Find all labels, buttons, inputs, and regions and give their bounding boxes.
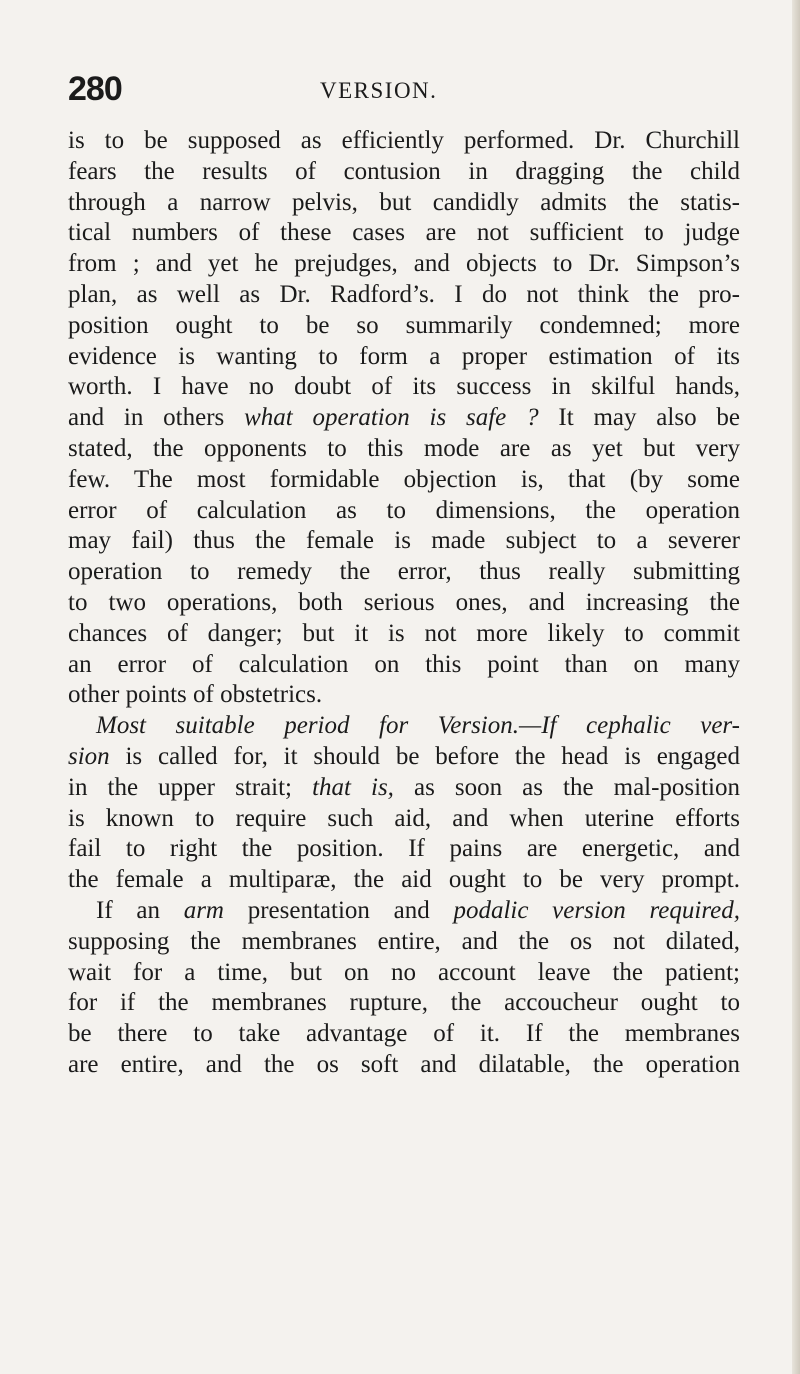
text-segment: presentation and bbox=[224, 896, 454, 924]
text-line bbox=[68, 896, 740, 927]
text-line: wait for a time, but on no account leave the patient; bbox=[68, 958, 740, 986]
text-line: plan, as well as Dr. Radford’s. I do not think the pro- bbox=[68, 280, 740, 308]
text-segment: It may also be bbox=[538, 404, 740, 432]
text-segment: as soon as the mal-position bbox=[393, 773, 740, 801]
text-line: fears the results of contusion in dragging the child bbox=[68, 157, 740, 185]
text-line: the female a multiparæ, the aid ought to be very prompt. bbox=[68, 866, 740, 894]
italic-phrase: arm bbox=[183, 896, 224, 924]
text-line: worth. I have no doubt of its success in skilful hands, bbox=[68, 373, 740, 401]
italic-phrase: what operation is safe ? bbox=[244, 404, 539, 432]
text-line: to two operations, both serious ones, and increasing the bbox=[68, 588, 740, 616]
italic-phrase: podalic version required, bbox=[453, 896, 740, 924]
text-line: chances of danger; but it is not more likely to commit bbox=[68, 619, 740, 647]
page-number: 280 bbox=[68, 70, 122, 108]
text-line: stated, the opponents to this mode are as yet but very bbox=[68, 434, 740, 462]
section-heading: Most suitable period for Version.—If cephalic ver- bbox=[96, 712, 740, 740]
text-line: error of calculation as to dimensions, the operation bbox=[68, 496, 740, 524]
text-line: an error of calculation on this point than on many bbox=[68, 650, 740, 678]
text-line: tical numbers of these cases are not sufficient to judge bbox=[68, 219, 740, 247]
text-line: be there to take advantage of it. If the membranes bbox=[68, 1020, 740, 1048]
italic-phrase: sion bbox=[68, 742, 110, 770]
text-line: are entire, and the os soft and dilatable, the operation bbox=[68, 1050, 740, 1078]
text-line: operation to remedy the error, thus really submitting bbox=[68, 558, 740, 586]
page-edge-shadow bbox=[792, 0, 800, 1374]
text-line bbox=[68, 403, 740, 434]
text-line bbox=[68, 773, 740, 804]
text-line: is to be supposed as efficiently performed. Dr. Churchill bbox=[68, 127, 740, 154]
text-line: evidence is wanting to form a proper estimation of its bbox=[68, 342, 740, 370]
text-line: may fail) thus the female is made subject to a severer bbox=[68, 527, 740, 555]
text-line: fail to right the position. If pains are energetic, and bbox=[68, 835, 740, 863]
text-line bbox=[68, 711, 740, 742]
text-line: from ; and yet he prejudges, and objects to Dr. Simpson’s bbox=[68, 250, 740, 278]
running-head: VERSION. bbox=[320, 78, 438, 103]
text-segment: is called for, it should be before the head is engaged bbox=[109, 742, 740, 770]
body-text bbox=[68, 126, 740, 1081]
text-segment: If an bbox=[96, 896, 184, 924]
text-line: for if the membranes rupture, the accoucheur ought to bbox=[68, 989, 740, 1017]
text-segment: and in others bbox=[68, 404, 245, 432]
text-segment: in the upper strait; bbox=[68, 773, 313, 801]
text-line: through a narrow pelvis, but candidly admits the statis- bbox=[68, 188, 740, 216]
page-header bbox=[68, 70, 725, 110]
text-line: few. The most formidable objection is, that (by some bbox=[68, 465, 740, 493]
text-line: supposing the membranes entire, and the os not dilated, bbox=[68, 927, 740, 955]
italic-phrase: that is, bbox=[312, 773, 394, 801]
text-line: position ought to be so summarily condemned; more bbox=[68, 311, 740, 339]
text-line bbox=[68, 742, 740, 773]
text-line: is known to require such aid, and when uterine efforts bbox=[68, 804, 740, 832]
text-line: other points of obstetrics. bbox=[68, 681, 323, 709]
